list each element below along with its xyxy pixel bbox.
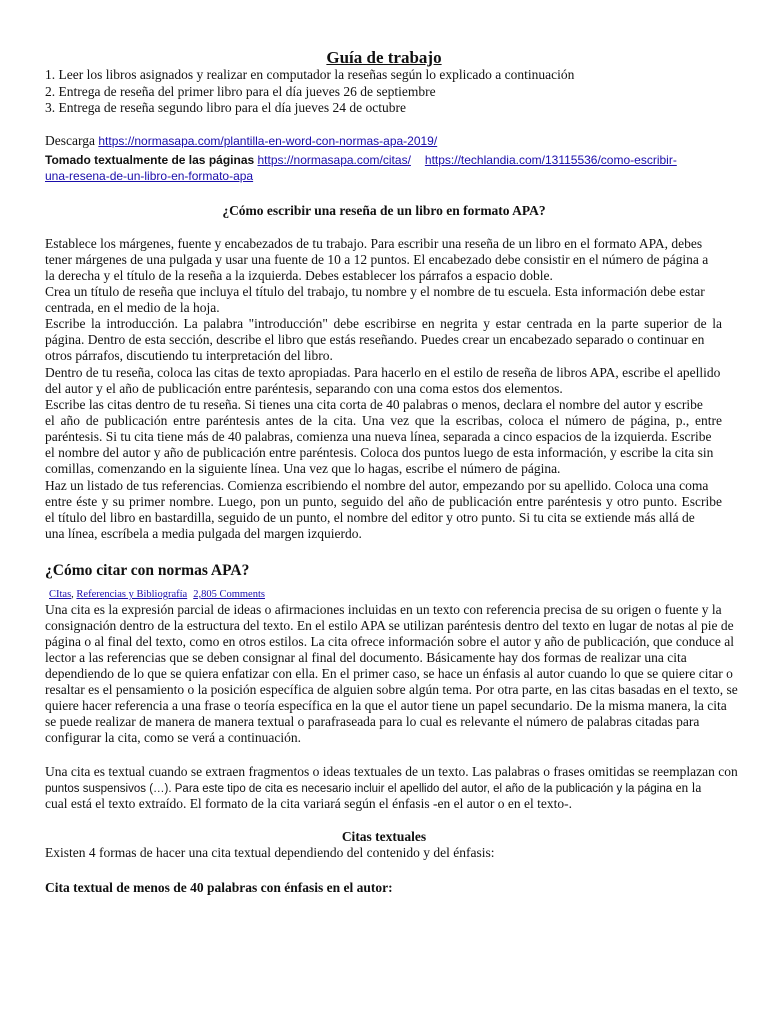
- source-line-2: [45, 168, 253, 184]
- category-link-referencias[interactable]: Referencias y Bibliografía: [76, 589, 188, 600]
- download-label: Descarga: [45, 133, 99, 148]
- resena-line: del autor y el año de publicación entre paréntesis, separando con una coma estos dos elementos.: [45, 381, 563, 396]
- citar-line: quiere hacer referencia a una frase o teoría específica en la que el autor tiene un papel secundario. De la misma manera, la cita: [45, 698, 727, 713]
- resena-line: otros párrafos, discutiendo tu interpretación del libro.: [45, 348, 333, 363]
- resena-line: comillas, comenzando en la siguiente línea. Una vez que lo hagas, escribe el número de página.: [45, 461, 561, 476]
- task-item-2: 2. Entrega de reseña del primer libro para el día jueves 26 de septiembre: [45, 84, 436, 99]
- section-heading-resena: ¿Cómo escribir una reseña de un libro en formato APA?: [222, 203, 546, 218]
- document-title: Guía de trabajo: [326, 48, 442, 67]
- task-item-3: 3. Entrega de reseña segundo libro para el día jueves 24 de octubre: [45, 100, 406, 115]
- source-link-techlandia-cont[interactable]: una-resena-de-un-libro-en-formato-apa: [45, 169, 254, 183]
- resena-line: la derecha y el título de la reseña a la izquierda. Debes establecer los párrafos a espacio doble.: [45, 268, 553, 283]
- resena-line: Haz un listado de tus referencias. Comienza escribiendo el nombre del autor, empezando por su apellido. Coloca una coma: [45, 478, 709, 493]
- resena-line: Crea un título de reseña que incluya el título del trabajo, tu nombre y el nombre de tu escuela. Esta información debe estar: [45, 284, 705, 299]
- resena-line: centrada, en el medio de la hoja.: [45, 300, 220, 315]
- citar-line: consignación dentro de la estructura del texto. En el estilo APA se utilizan paréntesis dentro del texto en lugar de notas al pie de: [45, 618, 734, 633]
- download-link[interactable]: https://normasapa.com/plantilla-en-word-con-normas-apa-2019/: [98, 134, 438, 148]
- resena-line: paréntesis. Si tu cita tiene más de 40 palabras, comienza una nueva línea, separada a cinco espacios de la izquierda. Escribe: [45, 429, 712, 444]
- comments-link[interactable]: 2,805 Comments: [193, 589, 265, 600]
- source-link-techlandia[interactable]: https://techlandia.com/13115536/como-escribir-: [424, 153, 677, 167]
- section-heading-citar: ¿Cómo citar con normas APA?: [45, 562, 250, 579]
- citar-line: resaltar es el pensamiento o la posición específica de alguien sobre algún tema. Por otra parte, en las citas basadas en el texto, se: [45, 682, 738, 697]
- resena-line: el año de publicación entre paréntesis antes de la cita. Una vez que la escribas, coloca el número de página, p., entre: [45, 413, 722, 428]
- task-item-1: 1. Leer los libros asignados y realizar en computador la reseñas según lo explicado a continuación: [45, 67, 575, 82]
- resena-line: tener márgenes de una pulgada y usar una fuente de 10 a 12 puntos. El encabezado debe consistir en el número de página a: [45, 252, 709, 267]
- resena-line: una línea, escríbela a media pulgada del margen izquierdo.: [45, 526, 362, 541]
- resena-line: Establece los márgenes, fuente y encabezados de tu trabajo. Para escribir una reseña de un libro en el formato APA, debes: [45, 236, 703, 251]
- textual-line: Una cita es textual cuando se extraen fragmentos o ideas textuales de un texto. Las palabras o frases omitidas se reemplazan con: [45, 764, 738, 779]
- source-link-normasapa[interactable]: https://normasapa.com/citas/: [257, 153, 411, 167]
- resena-line: entre éste y su primer nombre. Luego, pon un punto, seguido del año de publicación entre paréntesis y otro punto. Escribe: [45, 494, 722, 509]
- subheading-cita-menos-40: Cita textual de menos de 40 palabras con énfasis en el autor:: [45, 880, 393, 895]
- citar-line: lector a las referencias que se deben consignar al final del documento. Básicamente hay dos formas de realizar una cita: [45, 650, 687, 665]
- post-meta: CItas, Referencias y Bibliografía 2,805 Comments: [49, 589, 265, 600]
- citar-line: página o al final del texto, como en otros estilos. La cita ofrece información sobre el autor y año de publicación, que conduce al: [45, 634, 735, 649]
- resena-line: Escribe la introducción. La palabra "introducción" debe escribirse en negrita y estar centrada en la parte superior de la: [45, 316, 722, 331]
- source-line: [45, 152, 677, 168]
- source-label: Tomado textualmente de las páginas: [45, 153, 258, 167]
- resena-line: Escribe las citas dentro de tu reseña. Si tienes una cita corta de 40 palabras o menos, declara el nombre del autor y escribe: [45, 397, 703, 412]
- citar-line: Una cita es la expresión parcial de ideas o afirmaciones incluidas en un texto con referencia precisa de su origen o fuente y la: [45, 602, 722, 617]
- citas-textuales-intro: Existen 4 formas de hacer una cita textual dependiendo del contenido y del énfasis:: [45, 845, 495, 860]
- citar-line: configurar la cita, como se verá a continuación.: [45, 730, 302, 745]
- citar-line: se puede realizar de manera de manera textual o parafraseada para lo cual es relevante el número de palabras citadas para: [45, 714, 700, 729]
- resena-line: el nombre del autor y año de publicación entre paréntesis. Coloca dos puntos luego de esta información, y escribe la cita sin: [45, 445, 714, 460]
- resena-line: Dentro de tu reseña, coloca las citas de texto apropiadas. Para hacerlo en el estilo de reseña de libros APA, escribe el apellido: [45, 365, 721, 380]
- resena-line: página. Dentro de esta sección, describe el libro que estás reseñando. Puedes crear un encabezado separado o continuar en: [45, 332, 705, 347]
- textual-line: puntos suspensivos (…). Para este tipo de cita es necesario incluir el apellido del autor, el año de la publicación y la página en la: [45, 780, 702, 795]
- download-line: [45, 133, 437, 149]
- category-link-citas[interactable]: CItas: [49, 589, 72, 600]
- textual-line: cual está el texto extraído. El formato de la cita variará según el énfasis -en el autor o en el texto-.: [45, 796, 573, 811]
- citar-line: dependiendo de lo que se quiera enfatizar con ella. En el primer caso, se hace un énfasis al autor cuando lo que se quiere citar o: [45, 666, 733, 681]
- resena-line: el título del libro en bastardilla, seguido de un punto, el nombre del editor y otro punto. Si tu cita se extiende más allá de: [45, 510, 695, 525]
- section-heading-citas-textuales: Citas textuales: [341, 829, 427, 844]
